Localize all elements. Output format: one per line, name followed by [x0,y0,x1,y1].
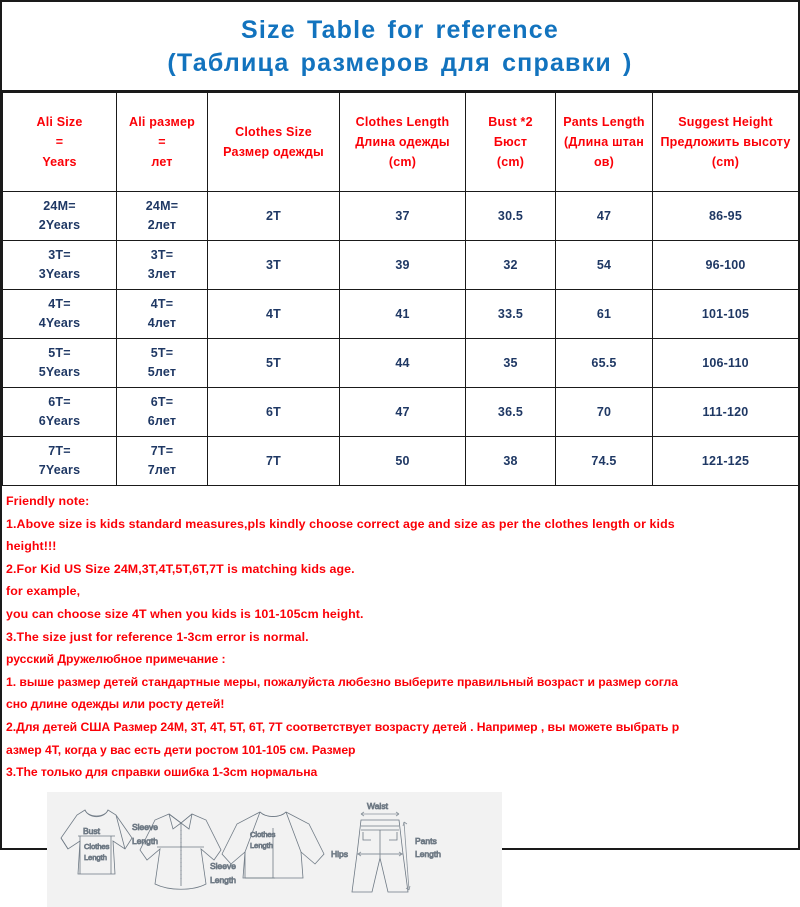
diagram-label-length: Length [84,852,107,862]
cell-bust: 33.5 [466,290,556,339]
cell-suggest-height: 101-105 [653,290,799,339]
cell-line: 7T= [48,444,71,458]
cell-line: 7Years [38,463,81,477]
sweater-diagram [222,812,324,878]
header-line: Clothes Length [355,115,450,129]
cell-line: 3T= [48,248,71,262]
header-line: (cm) [711,155,740,169]
note-heading-en: Friendly note: [6,494,90,508]
cell-ali-size [3,388,117,437]
column-header-ali-razmer [117,93,208,192]
cell-line: 5лет [147,365,177,379]
header-line: (cm) [388,155,417,169]
note-line-en: 2.For Kid US Size 24M,3T,4T,5T,6T,7T is matching kids age. [6,561,355,576]
note-line-en: height!!! [6,539,57,554]
size-table [2,92,799,486]
cell-ali-razmer [117,241,208,290]
table-row [3,192,799,241]
cell-line: 24M= [43,199,76,213]
cell-bust: 32 [466,241,556,290]
column-header-bust [466,93,556,192]
note-line-en: for example, [6,584,81,599]
friendly-note-section [2,486,798,786]
cell-ali-size [3,290,117,339]
table-row [3,290,799,339]
cell-pants-length: 47 [556,192,653,241]
diagram-label-sleeve: Sleeve [210,860,236,871]
note-line-ru: сно длине одежды или росту детей! [6,697,225,712]
diagram-label-waist: Waist [367,800,388,811]
note-line-en: 1.Above size is kids standard measures,pls kindly choose correct age and size as per the clothes length or kids [6,516,675,531]
header-line: Ali Size [36,115,83,129]
cell-suggest-height: 121-125 [653,437,799,486]
note-line-en: 3.The size just for reference 1-3cm error is normal. [6,629,309,644]
cell-ali-size [3,437,117,486]
diagram-label-clothes: Clothes [250,829,276,839]
cell-clothes-length: 44 [340,339,466,388]
cell-ali-razmer [117,290,208,339]
cell-clothes-length: 41 [340,290,466,339]
cell-clothes-length: 50 [340,437,466,486]
diagram-label-clothes: Clothes [84,841,110,851]
diagram-label-length: Length [250,840,273,850]
cell-pants-length: 74.5 [556,437,653,486]
table-header-row [3,93,799,192]
note-heading-ru: русский Дружелюбное примечание : [6,652,226,667]
cell-bust: 38 [466,437,556,486]
header-line: Clothes Size [235,125,312,139]
cell-line: 6T= [48,395,71,409]
cell-suggest-height: 111-120 [653,388,799,437]
header-line: (Длина штан [564,135,644,149]
column-header-clothes-size [208,93,340,192]
cell-ali-razmer [117,339,208,388]
header-line: Предложить высоту [660,135,791,149]
cell-line: 5Years [38,365,81,379]
cell-clothes-size: 5T [208,339,340,388]
cell-line: 3лет [147,267,177,281]
cell-clothes-size: 6T [208,388,340,437]
diagram-label-pants: Pants [415,835,437,846]
header-line: Suggest Height [678,115,773,129]
cell-clothes-length: 47 [340,388,466,437]
note-line-ru: 3.The только для справки ошибка 1-3cm нормальна [6,765,318,780]
diagram-label-length: Length [210,874,236,885]
note-line-ru: 2.Для детей США Размер 24M, 3T, 4T, 5T, 6T, 7T соответствует возрасту детей . Например , вы можете выбрать р [6,719,680,734]
page-title-russian: (Таблица размеров для справки ) [167,49,633,77]
measurement-diagram-band [47,792,502,907]
cell-line: 4T= [150,297,174,311]
table-row [3,241,799,290]
cell-line: 3Years [38,267,81,281]
diagram-label-hips: Hips [331,848,349,859]
diagram-label-length: Length [415,848,441,859]
table-body [3,192,799,486]
cell-line: 2Years [38,218,81,232]
cell-clothes-length: 39 [340,241,466,290]
header-line: Bust *2 [488,115,533,129]
cell-ali-razmer [117,437,208,486]
header-line: = [55,135,64,149]
diagram-label-sleeve: Sleeve [132,821,158,832]
cell-suggest-height: 86-95 [653,192,799,241]
cell-line: 4Years [38,316,81,330]
cell-line: 7лет [147,463,177,477]
cell-line: 7T= [150,444,174,458]
cell-pants-length: 61 [556,290,653,339]
measurement-diagrams-svg [47,792,502,907]
cell-bust: 30.5 [466,192,556,241]
cell-line: 5T= [48,346,71,360]
header-line: Бюст [493,135,528,149]
table-row [3,388,799,437]
cell-suggest-height: 96-100 [653,241,799,290]
cell-ali-size [3,192,117,241]
note-line-en: you can choose size 4T when you kids is 101-105cm height. [6,606,364,621]
cell-clothes-size: 7T [208,437,340,486]
cell-clothes-length: 37 [340,192,466,241]
header-line: Длина одежды [355,135,450,149]
column-header-pants-length [556,93,653,192]
note-line-ru: 1. выше размер детей стандартные меры, пожалуйста любезно выберите правильный возраст и размер согла [6,674,678,689]
cell-line: 24M= [145,199,179,213]
column-header-clothes-length [340,93,466,192]
column-header-suggest-height [653,93,799,192]
header-line: = [158,135,166,149]
cell-ali-size [3,241,117,290]
header-line: Pants Length [563,115,645,129]
diagram-label-bust: Bust [83,825,101,836]
cell-pants-length: 70 [556,388,653,437]
header-line: ов) [593,155,615,169]
cell-line: 6T= [150,395,174,409]
cell-line: 4лет [147,316,177,330]
note-line-ru: азмер 4T, когда у вас есть дети ростом 101-105 см. Размер [6,742,356,757]
column-header-ali-size [3,93,117,192]
table-row [3,339,799,388]
diagram-label-length: Length [132,835,158,846]
header-line: Ali размер [129,115,195,129]
header-line: Years [42,155,77,169]
cell-line: 6Years [38,414,81,428]
header-line: (cm) [496,155,525,169]
cell-bust: 36.5 [466,388,556,437]
cell-clothes-size: 2T [208,192,340,241]
page-title-english: Size Table for reference [240,16,559,44]
cell-line: 2лет [147,218,177,232]
cell-line: 6лет [147,414,177,428]
header-line: лет [151,155,173,169]
cell-bust: 35 [466,339,556,388]
cell-line: 4T= [48,297,71,311]
cell-suggest-height: 106-110 [653,339,799,388]
cell-pants-length: 54 [556,241,653,290]
cell-line: 5T= [150,346,174,360]
title-block [2,2,798,92]
cell-line: 3T= [150,248,174,262]
cell-ali-razmer [117,388,208,437]
cell-ali-razmer [117,192,208,241]
header-line: Размер одежды [223,145,324,159]
cell-pants-length: 65.5 [556,339,653,388]
table-row [3,437,799,486]
cell-clothes-size: 3T [208,241,340,290]
cell-ali-size [3,339,117,388]
pants-diagram [352,812,410,892]
cell-clothes-size: 4T [208,290,340,339]
